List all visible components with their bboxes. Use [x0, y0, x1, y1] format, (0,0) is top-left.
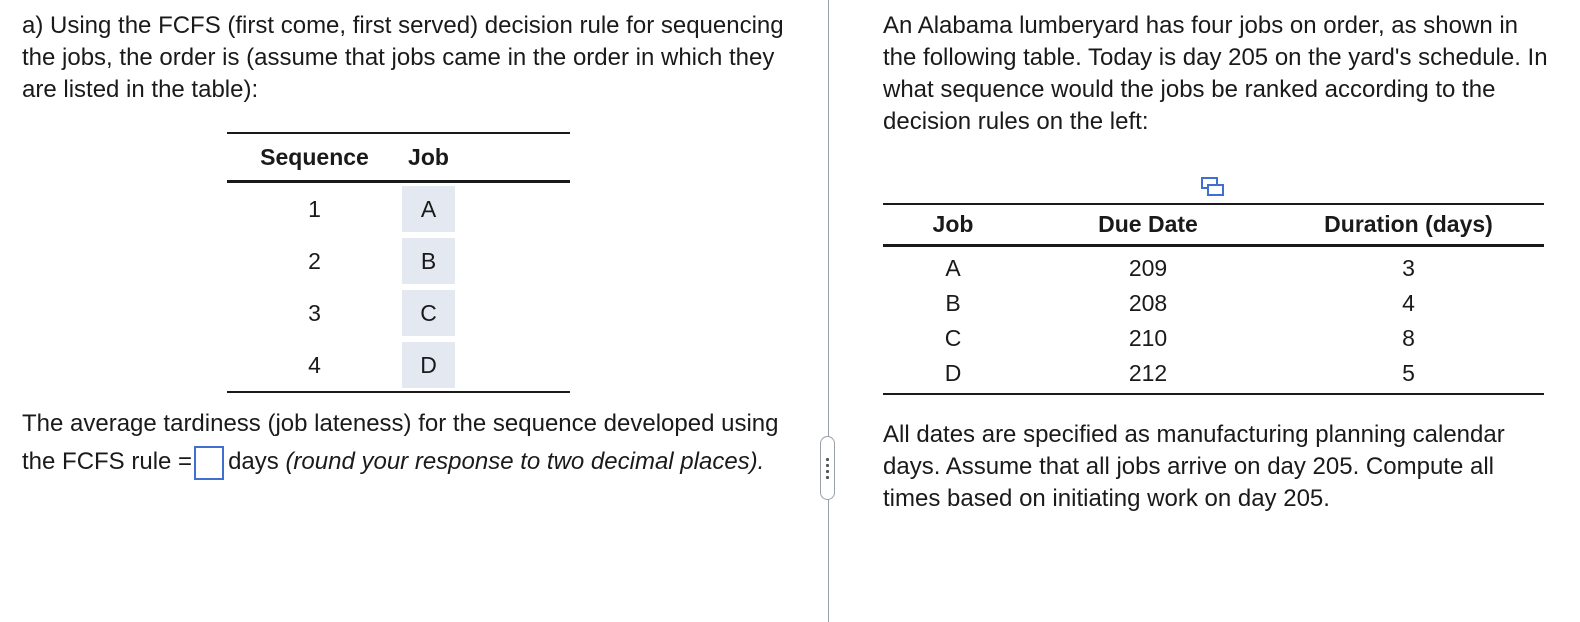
table-row [883, 286, 1544, 321]
sequence-number: 1 [308, 195, 321, 222]
copy-table-icon[interactable] [1201, 177, 1225, 197]
job-cell: C [944, 325, 962, 351]
job-cell: B [945, 290, 961, 316]
pane-divider [828, 0, 829, 622]
table-row [883, 356, 1544, 394]
due-date-cell: 212 [1023, 356, 1273, 394]
sequence-number: 2 [308, 247, 321, 274]
due-date-cell: 210 [1128, 325, 1168, 351]
sequence-number: 3 [308, 299, 321, 326]
rounding-instruction: (round your response to two decimal places). [285, 448, 765, 475]
pane-resize-handle[interactable] [820, 436, 835, 500]
table-row [227, 182, 570, 236]
sequence-table-header [227, 133, 570, 182]
left-pane [22, 10, 802, 475]
problem-intro: An Alabama lumberyard has four jobs on order, as shown in the following table. Today is day 205 on the yard's schedule. In what sequence would the jobs be ranked according to the decision rules on the left: [883, 12, 1548, 135]
avg-tardiness-prefix: The average tardiness (job lateness) for the sequence developed using the FCFS rule = [22, 410, 779, 475]
planning-note: All dates are specified as manufacturing planning calendar days. Assume that all jobs arrive on day 205. Compute all times based on initiating work on day 205. [883, 421, 1505, 512]
duration-cell: 5 [1273, 356, 1544, 394]
job-answer-cell[interactable]: C [402, 290, 455, 336]
jobs-table [883, 203, 1544, 395]
duration-cell: 3 [1402, 255, 1415, 281]
job-column-header: Job [932, 211, 974, 237]
job-answer-cell[interactable]: D [402, 342, 455, 388]
job-cell: D [883, 356, 1023, 394]
handle-dot-icon [826, 458, 829, 461]
duration-cell: 8 [1402, 325, 1415, 351]
question-intro: a) Using the FCFS (first come, first served) decision rule for sequencing the jobs, the order is (assume that jobs came in the order in which they are listed in the table): [22, 12, 784, 103]
job-header-label: Job [408, 144, 449, 170]
sequence-header: Sequence [260, 143, 369, 170]
avg-tardiness-input[interactable] [194, 446, 224, 480]
sequence-table [227, 132, 570, 393]
table-row [227, 339, 570, 392]
duration-column-header: Duration (days) [1324, 211, 1493, 237]
sequence-number: 4 [227, 339, 402, 392]
handle-dot-icon [826, 464, 829, 467]
table-row [883, 321, 1544, 356]
job-cell: A [945, 255, 961, 281]
due-date-cell: 208 [1128, 290, 1168, 316]
job-header [402, 133, 570, 182]
handle-dot-icon [826, 476, 829, 479]
table-row [227, 287, 570, 339]
duration-cell: 4 [1402, 290, 1415, 316]
avg-tardiness-question [22, 405, 802, 481]
avg-tardiness-unit: days [228, 448, 279, 475]
table-row [883, 246, 1544, 287]
job-answer-cell[interactable]: A [402, 186, 455, 232]
jobs-table-header [883, 204, 1544, 246]
due-date-column-header: Due Date [1098, 211, 1198, 237]
due-date-cell: 209 [1128, 255, 1168, 281]
handle-dot-icon [826, 470, 829, 473]
table-row [227, 235, 570, 287]
job-answer-cell[interactable]: B [402, 238, 455, 284]
